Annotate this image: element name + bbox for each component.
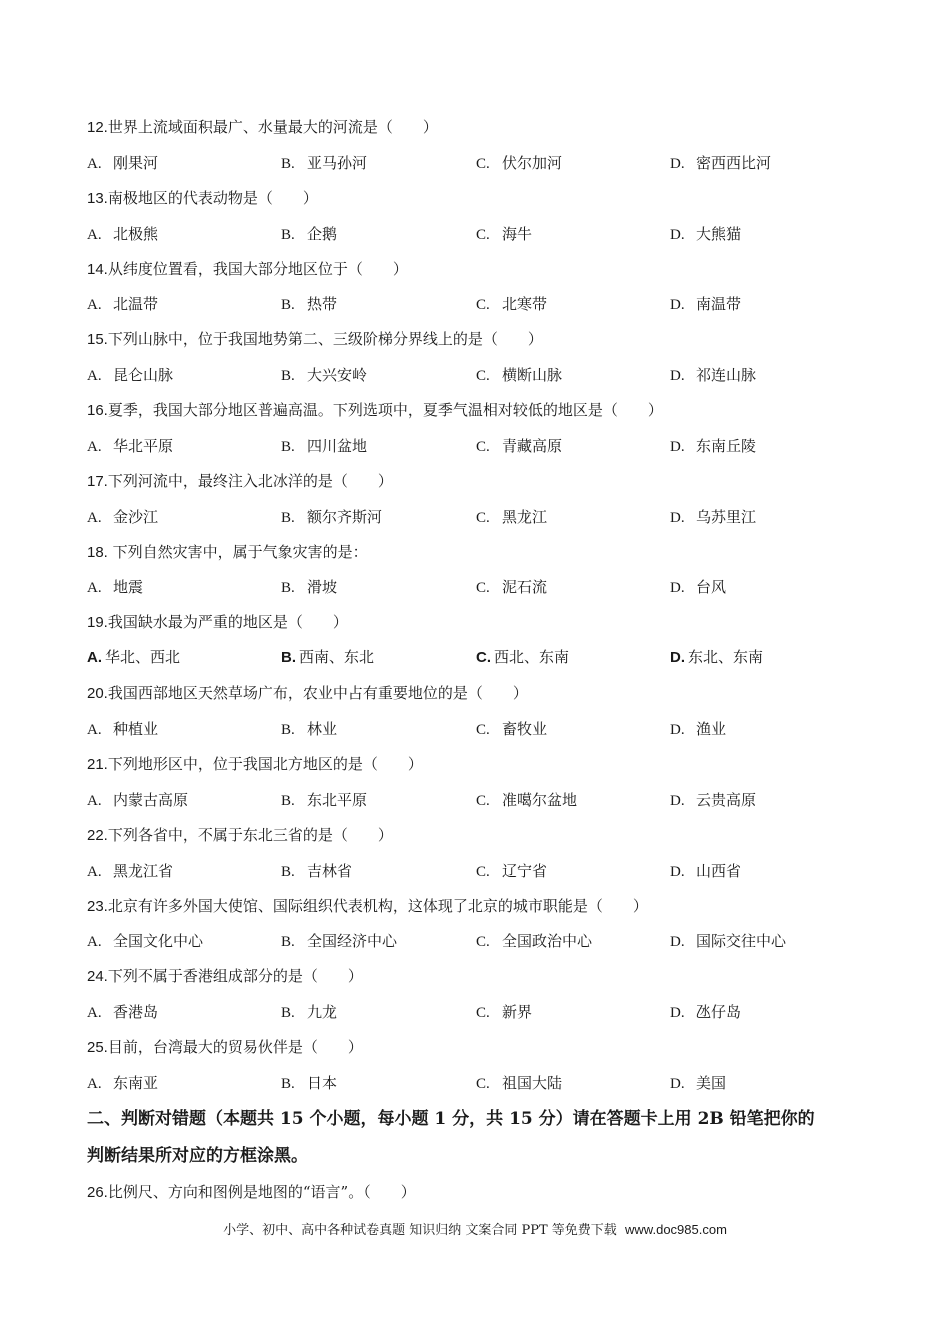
option-d: D. 氹仔岛 bbox=[670, 1003, 742, 1021]
option-c: C. 准噶尔盆地 bbox=[476, 791, 578, 809]
options-13 bbox=[87, 224, 887, 244]
question-21: 21.下列地形区中，位于我国北方地区的是（ ） bbox=[87, 755, 423, 773]
options-19 bbox=[87, 647, 887, 667]
option-a: A. 北极熊 bbox=[87, 225, 159, 243]
option-c: C. 泥石流 bbox=[476, 578, 548, 596]
option-b: B. 四川盆地 bbox=[281, 437, 368, 455]
question-22: 22.下列各省中，不属于东北三省的是（ ） bbox=[87, 826, 393, 844]
option-c: C. 横断山脉 bbox=[476, 366, 563, 384]
option-b: B. 林业 bbox=[281, 720, 338, 738]
option-d: D. 国际交往中心 bbox=[670, 932, 787, 950]
option-d: D. 美国 bbox=[670, 1074, 727, 1092]
option-b: B. 全国经济中心 bbox=[281, 932, 398, 950]
option-a: A. 华北平原 bbox=[87, 437, 174, 455]
option-c: C. 畜牧业 bbox=[476, 720, 548, 738]
options-17 bbox=[87, 507, 887, 527]
option-b: B. 企鹅 bbox=[281, 225, 338, 243]
question-number: 12. bbox=[87, 119, 108, 136]
option-c: C. 祖国大陆 bbox=[476, 1074, 563, 1092]
footer-text: 小学、初中、高中各种试卷真题 知识归纳 文案合同 PPT 等免费下载 bbox=[223, 1223, 617, 1238]
option-c: C. 全国政治中心 bbox=[476, 932, 593, 950]
footer-url: www.doc985.com bbox=[625, 1222, 727, 1237]
options-18 bbox=[87, 577, 887, 597]
question-15: 15.下列山脉中，位于我国地势第二、三级阶梯分界线上的是（ ） bbox=[87, 330, 543, 348]
question-19: 19.我国缺水最为严重的地区是（ ） bbox=[87, 613, 348, 631]
option-d: D. 东北、东南 bbox=[670, 648, 764, 666]
option-a: A. 内蒙古高原 bbox=[87, 791, 189, 809]
option-b: B. 西南、东北 bbox=[281, 648, 375, 666]
question-20: 20.我国西部地区天然草场广布，农业中占有重要地位的是（ ） bbox=[87, 684, 528, 702]
question-18: 18. 下列自然灾害中，属于气象灾害的是： bbox=[87, 543, 368, 561]
option-c: C. 新界 bbox=[476, 1003, 533, 1021]
option-a: A. 昆仑山脉 bbox=[87, 366, 174, 384]
options-12 bbox=[87, 153, 887, 173]
question-16: 16.夏季，我国大部分地区普遍高温。下列选项中，夏季气温相对较低的地区是（ ） bbox=[87, 401, 663, 419]
question-14: 14.从纬度位置看，我国大部分地区位于（ ） bbox=[87, 260, 408, 278]
option-d: D. 南温带 bbox=[670, 295, 742, 313]
option-b: B. 滑坡 bbox=[281, 578, 338, 596]
option-a: A. 种植业 bbox=[87, 720, 159, 738]
options-21 bbox=[87, 790, 887, 810]
option-d: D. 渔业 bbox=[670, 720, 727, 738]
section-heading-cont: 判断结果所对应的方框涂黑。 bbox=[87, 1146, 308, 1166]
option-c: C. 黑龙江 bbox=[476, 508, 548, 526]
option-a: A. 金沙江 bbox=[87, 508, 159, 526]
question-24: 24.下列不属于香港组成部分的是（ ） bbox=[87, 967, 363, 985]
option-c: C. 北寒带 bbox=[476, 295, 548, 313]
option-d: D. 乌苏里江 bbox=[670, 508, 757, 526]
options-22 bbox=[87, 861, 887, 881]
question-23: 23.北京有许多外国大使馆、国际组织代表机构，这体现了北京的城市职能是（ ） bbox=[87, 897, 648, 915]
question-13: 13.南极地区的代表动物是（ ） bbox=[87, 189, 318, 207]
option-a: A. 华北、西北 bbox=[87, 648, 181, 666]
option-d: D. 云贵高原 bbox=[670, 791, 757, 809]
option-c: C. 青藏高原 bbox=[476, 437, 563, 455]
option-d: D. 密西西比河 bbox=[670, 154, 772, 172]
section-heading: 二、判断对错题（本题共 15 个小题，每小题 1 分，共 15 分）请在答题卡上用 2B 铅笔把你的 bbox=[87, 1109, 815, 1129]
option-a: A. 北温带 bbox=[87, 295, 159, 313]
option-c: C. 海牛 bbox=[476, 225, 533, 243]
question-26: 26.比例尺、方向和图例是地图的“语言”。（ ） bbox=[87, 1183, 416, 1201]
options-23 bbox=[87, 931, 887, 951]
page-footer bbox=[0, 1221, 950, 1240]
option-d: D. 祁连山脉 bbox=[670, 366, 757, 384]
option-b: B. 东北平原 bbox=[281, 791, 368, 809]
options-16 bbox=[87, 436, 887, 456]
question-12 bbox=[87, 117, 438, 138]
option-c: C. 辽宁省 bbox=[476, 862, 548, 880]
options-15 bbox=[87, 365, 887, 385]
option-a: A. 刚果河 bbox=[87, 154, 159, 172]
option-d: D. 大熊猫 bbox=[670, 225, 742, 243]
options-14 bbox=[87, 294, 887, 314]
option-b: B. 大兴安岭 bbox=[281, 366, 368, 384]
option-c: C. 伏尔加河 bbox=[476, 154, 563, 172]
option-a: A. 香港岛 bbox=[87, 1003, 159, 1021]
option-d: D. 东南丘陵 bbox=[670, 437, 757, 455]
option-d: D. 山西省 bbox=[670, 862, 742, 880]
options-25 bbox=[87, 1073, 887, 1093]
option-a: A. 全国文化中心 bbox=[87, 932, 204, 950]
question-17: 17.下列河流中，最终注入北冰洋的是（ ） bbox=[87, 472, 393, 490]
option-b: B. 热带 bbox=[281, 295, 338, 313]
option-b: B. 九龙 bbox=[281, 1003, 338, 1021]
options-20 bbox=[87, 719, 887, 739]
option-b: B. 日本 bbox=[281, 1074, 338, 1092]
option-c: C. 西北、东南 bbox=[476, 648, 570, 666]
option-d: D. 台风 bbox=[670, 578, 727, 596]
options-24 bbox=[87, 1002, 887, 1022]
option-a: A. 东南亚 bbox=[87, 1074, 159, 1092]
option-b: B. 亚马孙河 bbox=[281, 154, 368, 172]
option-a: A. 黑龙江省 bbox=[87, 862, 174, 880]
question-25: 25.目前，台湾最大的贸易伙伴是（ ） bbox=[87, 1038, 363, 1056]
option-b: B. 吉林省 bbox=[281, 862, 353, 880]
option-a: A. 地震 bbox=[87, 578, 144, 596]
option-b: B. 额尔齐斯河 bbox=[281, 508, 383, 526]
question-stem: 世界上流域面积最广、水量最大的河流是（ ） bbox=[107, 118, 438, 136]
